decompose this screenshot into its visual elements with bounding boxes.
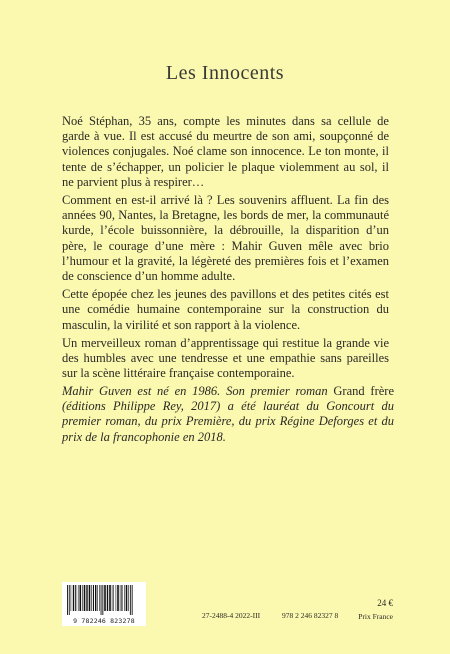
reference-code: 27-2488-4 2022-III <box>202 611 261 620</box>
blurb-paragraph-1: Noé Stéphan, 35 ans, compte les minutes dans sa cellule de garde à vue. Il est accusé du meurtre de son ami, soupçonné de violences conjugales. Noé clame son innocence. Le ton monte, il tente de s’échapper, un policier le plaque violemment au sol, il ne parvient plus à respirer… <box>62 114 389 189</box>
price-label: Prix France <box>358 612 393 621</box>
barcode-bars-icon <box>66 585 142 615</box>
blurb-paragraph-3: Cette épopée chez les jeunes des pavillons et des petites cités est une comédie humaine contemporaine sur la construction du masculin, la virilité et son rapport à la violence. <box>62 287 389 332</box>
isbn: 978 2 246 82327 8 <box>282 611 339 620</box>
price: 24 € <box>377 598 393 608</box>
author-bio <box>62 384 394 445</box>
book-title: Les Innocents <box>165 62 285 84</box>
barcode-number: 9 782246 823278 <box>73 617 135 625</box>
author-bio-part-2: (éditions Philippe Rey, 2017) a été lauréat du Goncourt du premier roman, du prix Première, du prix Régine Deforges et du prix de la francophonie en 2018. <box>62 399 394 444</box>
barcode <box>62 582 146 626</box>
blurb <box>62 114 389 384</box>
author-bio-part-1: Mahir Guven est né en 1986. Son premier roman <box>62 384 334 398</box>
blurb-paragraph-4: Un merveilleux roman d’apprentissage qui restitue la grande vie des humbles avec une tendresse et une empathie sans pareilles sur la scène littéraire française contemporaine. <box>62 335 389 381</box>
blurb-paragraph-2: Comment en est-il arrivé là ? Les souvenirs affluent. La fin des années 90, Nantes, la Bretagne, les bords de mer, la communauté kurde, l’école buissonnière, la débrouille, la disparition d’un père, le courage d’une mère : Mahir Guven mêle avec brio l’humour et la gravité, la légèreté des premières fois et l’examen de conscience d’un homme adulte. <box>62 193 389 284</box>
author-bio-book-title: Grand frère <box>333 384 394 398</box>
